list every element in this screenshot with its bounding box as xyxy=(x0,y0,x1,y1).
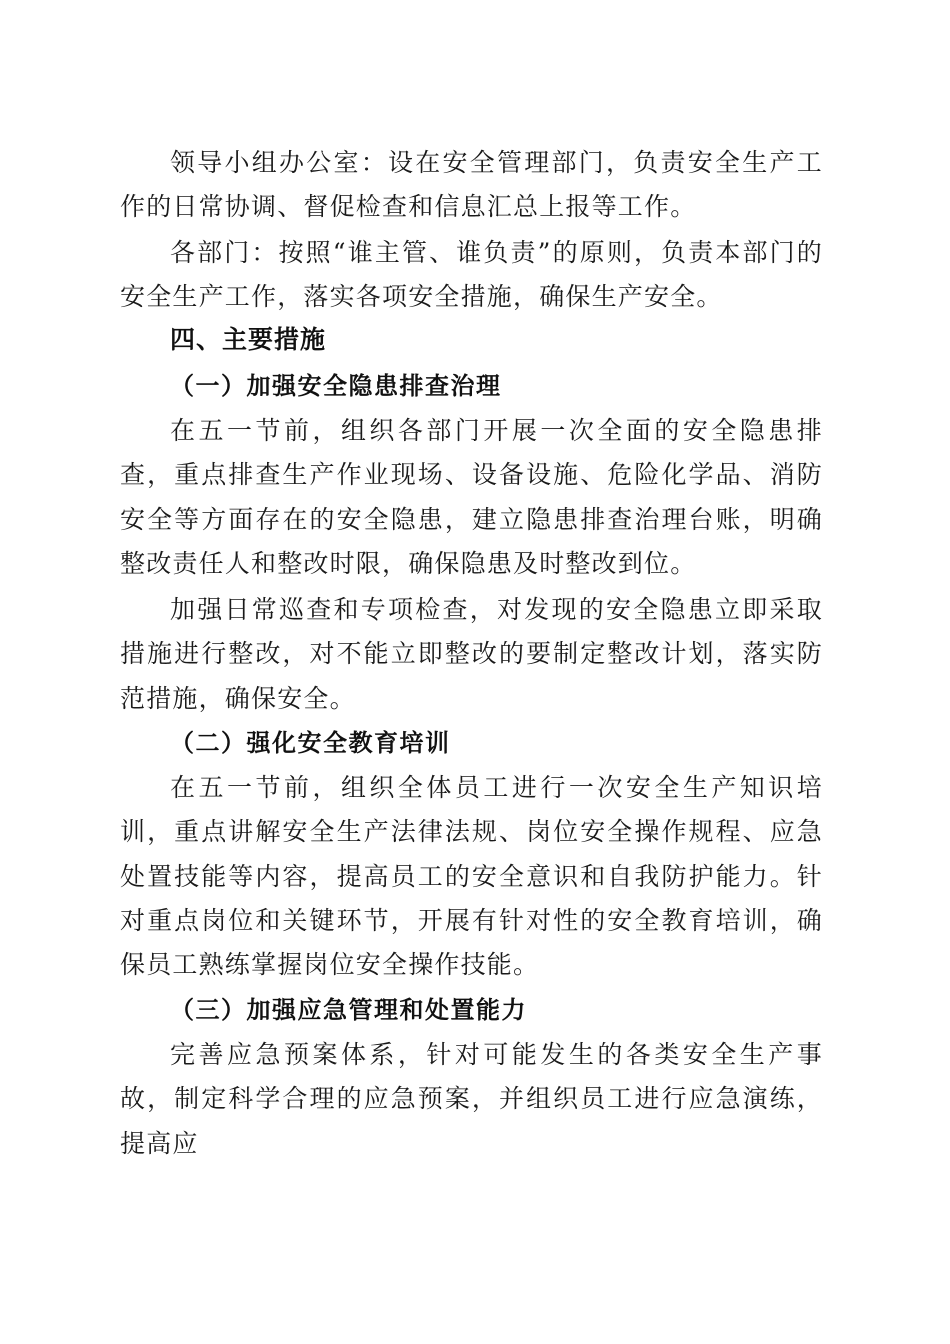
paragraph-emergency-plans: 完善应急预案体系，针对可能发生的各类安全生产事故，制定科学合理的应急预案，并组织员工进行应急演练，提高应 xyxy=(120,1040,823,1158)
paragraph-hazard-inspection: 在五一节前，组织各部门开展一次全面的安全隐患排查，重点排查生产作业现场、设备设施、危险化学品、消防安全等方面存在的安全隐患，建立隐患排查治理台账，明确整改责任人和整改时限，确保隐患及时整改到位。 xyxy=(120,416,823,578)
subheading-hazard-inspection: （一）加强安全隐患排查治理 xyxy=(170,371,502,400)
paragraph-departments: 各部门：按照“谁主管、谁负责”的原则，负责本部门的安全生产工作，落实各项安全措施，确保生产安全。 xyxy=(120,238,823,312)
section-heading-main-measures: 四、主要措施 xyxy=(170,325,327,354)
subheading-safety-training: （二）强化安全教育培训 xyxy=(170,728,451,757)
paragraph-daily-patrol: 加强日常巡查和专项检查，对发现的安全隐患立即采取措施进行整改，对不能立即整改的要制定整改计划，落实防范措施，确保安全。 xyxy=(120,595,823,713)
paragraph-leading-group-office: 领导小组办公室：设在安全管理部门，负责安全生产工作的日常协调、督促检查和信息汇总上报等工作。 xyxy=(120,148,823,222)
paragraph-safety-training: 在五一节前，组织全体员工进行一次安全生产知识培训，重点讲解安全生产法律法规、岗位安全操作规程、应急处置技能等内容，提高员工的安全意识和自我防护能力。针对重点岗位和关键环节，开展有针对性的安全教育培训，确保员工熟练掌握岗位安全操作技能。 xyxy=(120,773,823,980)
subheading-emergency-management: （三）加强应急管理和处置能力 xyxy=(170,995,527,1024)
